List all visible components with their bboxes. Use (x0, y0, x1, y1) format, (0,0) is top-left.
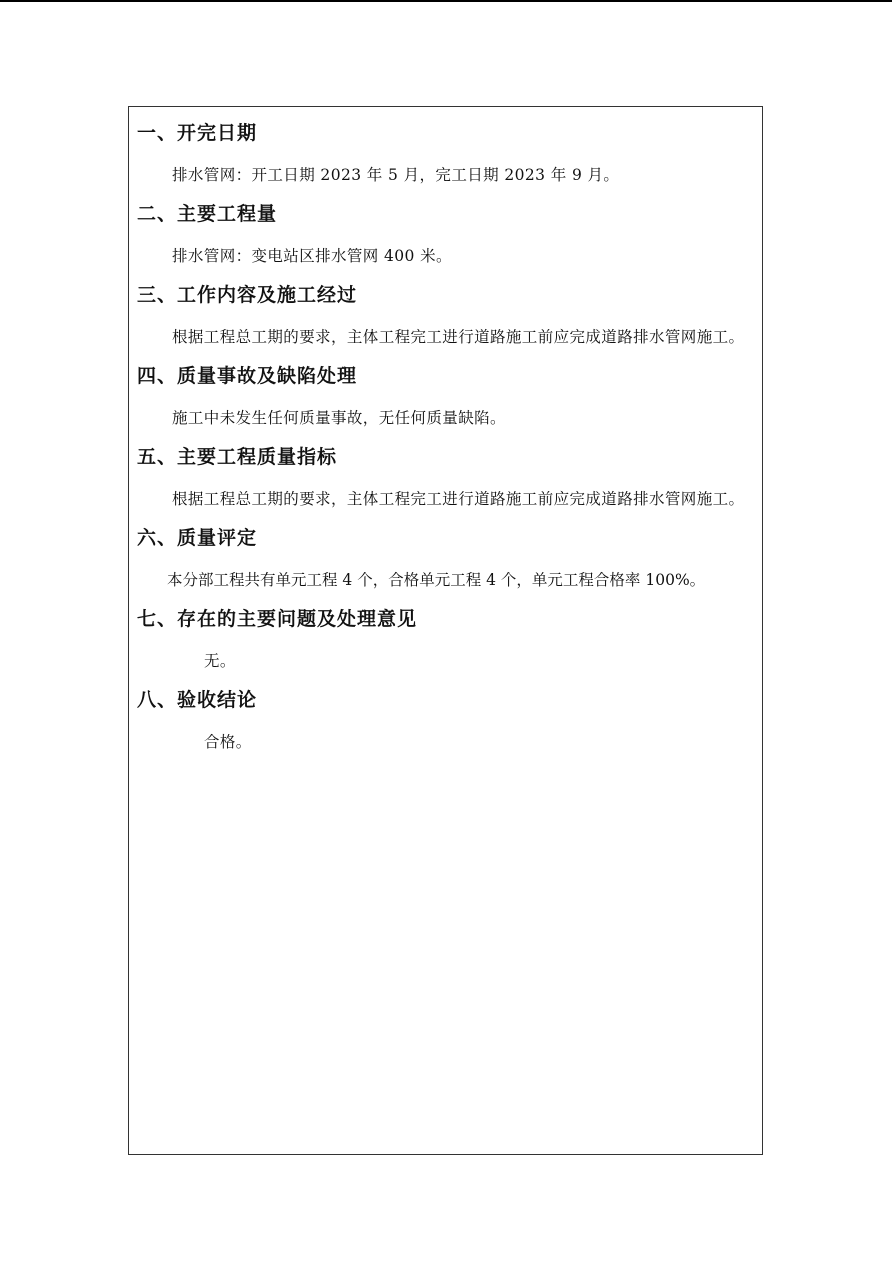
section-quality-indicators (137, 444, 759, 517)
section-main-quantities (137, 201, 759, 274)
section-body: 本分部工程共有单元工程 4 个，合格单元工程 4 个，单元工程合格率 100%。 (167, 571, 706, 589)
section-heading: 三、工作内容及施工经过 (137, 284, 358, 306)
section-start-end-dates (137, 120, 759, 193)
section-heading: 八、验收结论 (137, 689, 258, 711)
section-quality-incidents (137, 363, 759, 436)
section-body: 排水管网：变电站区排水管网 400 米。 (172, 247, 452, 265)
report-frame (128, 106, 763, 1155)
section-body: 排水管网：开工日期 2023 年 5 月，完工日期 2023 年 9 月。 (172, 166, 620, 184)
section-quality-assessment (137, 525, 759, 598)
section-heading: 七、存在的主要问题及处理意见 (137, 608, 418, 630)
section-heading: 一、开完日期 (137, 122, 258, 144)
section-work-content (137, 282, 759, 355)
section-heading: 六、质量评定 (137, 527, 258, 549)
section-body: 根据工程总工期的要求，主体工程完工进行道路施工前应完成道路排水管网施工。 (172, 490, 745, 508)
section-heading: 二、主要工程量 (137, 203, 278, 225)
report-content (137, 120, 759, 768)
top-border-line (0, 0, 892, 2)
section-acceptance-conclusion (137, 687, 759, 760)
section-body: 根据工程总工期的要求，主体工程完工进行道路施工前应完成道路排水管网施工。 (172, 328, 745, 346)
section-heading: 五、主要工程质量指标 (137, 446, 338, 468)
section-heading: 四、质量事故及缺陷处理 (137, 365, 358, 387)
section-body: 施工中未发生任何质量事故，无任何质量缺陷。 (172, 409, 506, 427)
section-body: 无。 (204, 652, 236, 670)
section-body: 合格。 (204, 733, 252, 751)
section-issues (137, 606, 759, 679)
